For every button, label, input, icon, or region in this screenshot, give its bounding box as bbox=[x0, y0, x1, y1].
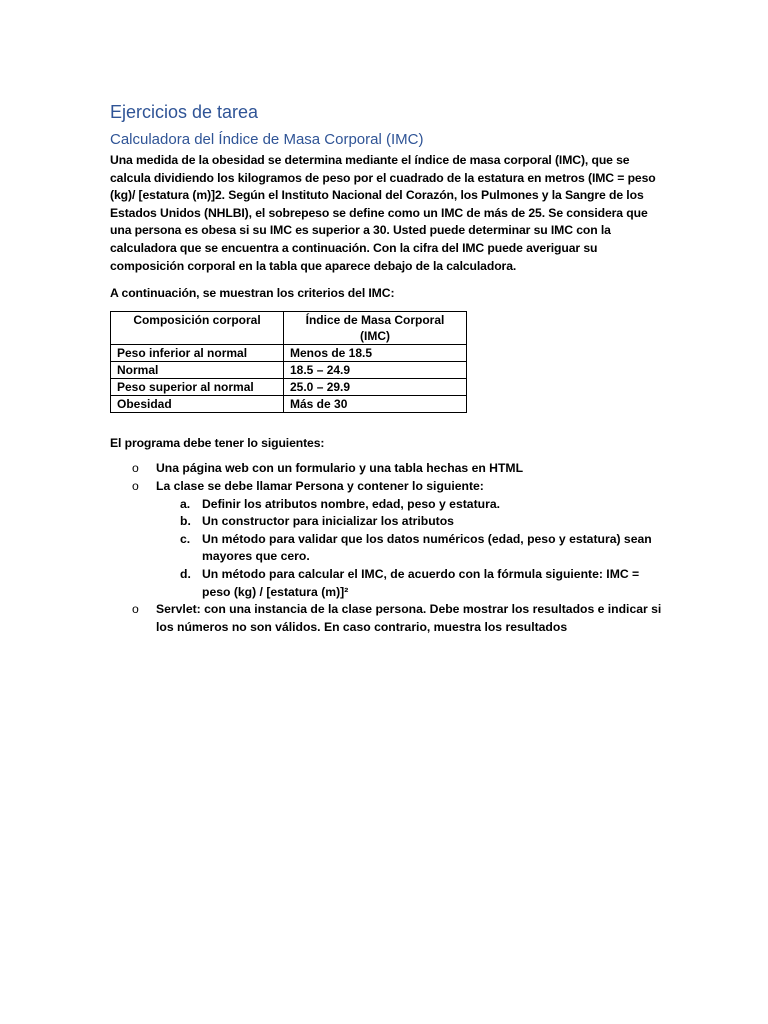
table-cell: Normal bbox=[111, 361, 284, 378]
section-heading: Calculadora del Índice de Masa Corporal (IMC) bbox=[110, 131, 424, 148]
list-item bbox=[110, 478, 662, 601]
table-cell: Obesidad bbox=[111, 395, 284, 412]
table-header-cell: Índice de Masa Corporal (IMC) bbox=[284, 311, 467, 344]
circle-bullet-icon: o bbox=[132, 461, 139, 476]
table-row bbox=[111, 361, 467, 378]
table-cell: 25.0 – 29.9 bbox=[284, 378, 467, 395]
table-row bbox=[111, 395, 467, 412]
table-cell: 18.5 – 24.9 bbox=[284, 361, 467, 378]
sub-list-text: Definir los atributos nombre, edad, peso y estatura. bbox=[202, 496, 500, 511]
sub-list-item bbox=[156, 566, 662, 601]
table-cell: Más de 30 bbox=[284, 395, 467, 412]
document-page bbox=[110, 100, 662, 636]
table-header-cell: Composición corporal bbox=[111, 311, 284, 344]
sub-list-marker: d. bbox=[180, 566, 191, 581]
list-item-text: La clase se debe llamar Persona y contener lo siguiente: bbox=[156, 478, 484, 493]
sub-list-marker: b. bbox=[180, 514, 191, 529]
list-item-text: Una página web con un formulario y una tabla hechas en HTML bbox=[156, 461, 524, 476]
requirements-list bbox=[110, 460, 662, 636]
list-item bbox=[110, 601, 662, 636]
table-cell: Peso superior al normal bbox=[111, 378, 284, 395]
circle-bullet-icon: o bbox=[132, 602, 139, 617]
sub-list-item bbox=[156, 513, 662, 531]
bmi-criteria-table bbox=[110, 311, 467, 413]
criteria-intro: A continuación, se muestran los criterios del IMC: bbox=[110, 286, 395, 301]
table-row bbox=[111, 344, 467, 361]
sub-list-text: Un método para calcular el IMC, de acuerdo con la fórmula siguiente: IMC = peso (kg) / [estatura (m)]² bbox=[202, 566, 640, 599]
circle-bullet-icon: o bbox=[132, 478, 139, 493]
sub-list-text: Un constructor para inicializar los atributos bbox=[202, 514, 454, 529]
sub-list-marker: c. bbox=[180, 531, 191, 546]
sub-list-text: Un método para validar que los datos numéricos (edad, peso y estatura) sean mayores que cero. bbox=[202, 531, 652, 564]
table-header-row bbox=[111, 311, 467, 344]
page-heading: Ejercicios de tarea bbox=[110, 102, 259, 122]
sub-list-item bbox=[156, 496, 662, 514]
intro-paragraph: Una medida de la obesidad se determina mediante el índice de masa corporal (IMC), que se calcula dividiendo los kilogramos de peso por el cuadrado de la estatura en metros (IMC = peso (kg)/ [estatura (m)]2. Según el Instituto Nacional del Corazón, los Pulmones y la Sangre de los Estados Unidos (NHLBI), el sobrepeso se define como un IMC de más de 25. Se considera que una persona es obesa si su IMC es superior a 30. Usted puede determinar su IMC con la calculadora que se encuentra a continuación. Con la cifra del IMC puede averiguar su composición corporal en la tabla que aparece debajo de la calculadora. bbox=[110, 153, 656, 273]
table-cell: Peso inferior al normal bbox=[111, 344, 284, 361]
table-cell: Menos de 18.5 bbox=[284, 344, 467, 361]
list-item bbox=[110, 460, 662, 478]
table-row bbox=[111, 378, 467, 395]
list-item-text: Servlet: con una instancia de la clase persona. Debe mostrar los resultados e indicar si los números no son válidos. En caso contrario, muestra los resultados bbox=[156, 602, 662, 634]
sub-list-item bbox=[156, 531, 662, 566]
sub-list bbox=[156, 496, 662, 602]
sub-list-marker: a. bbox=[180, 496, 191, 511]
program-intro: El programa debe tener lo siguientes: bbox=[110, 435, 325, 450]
